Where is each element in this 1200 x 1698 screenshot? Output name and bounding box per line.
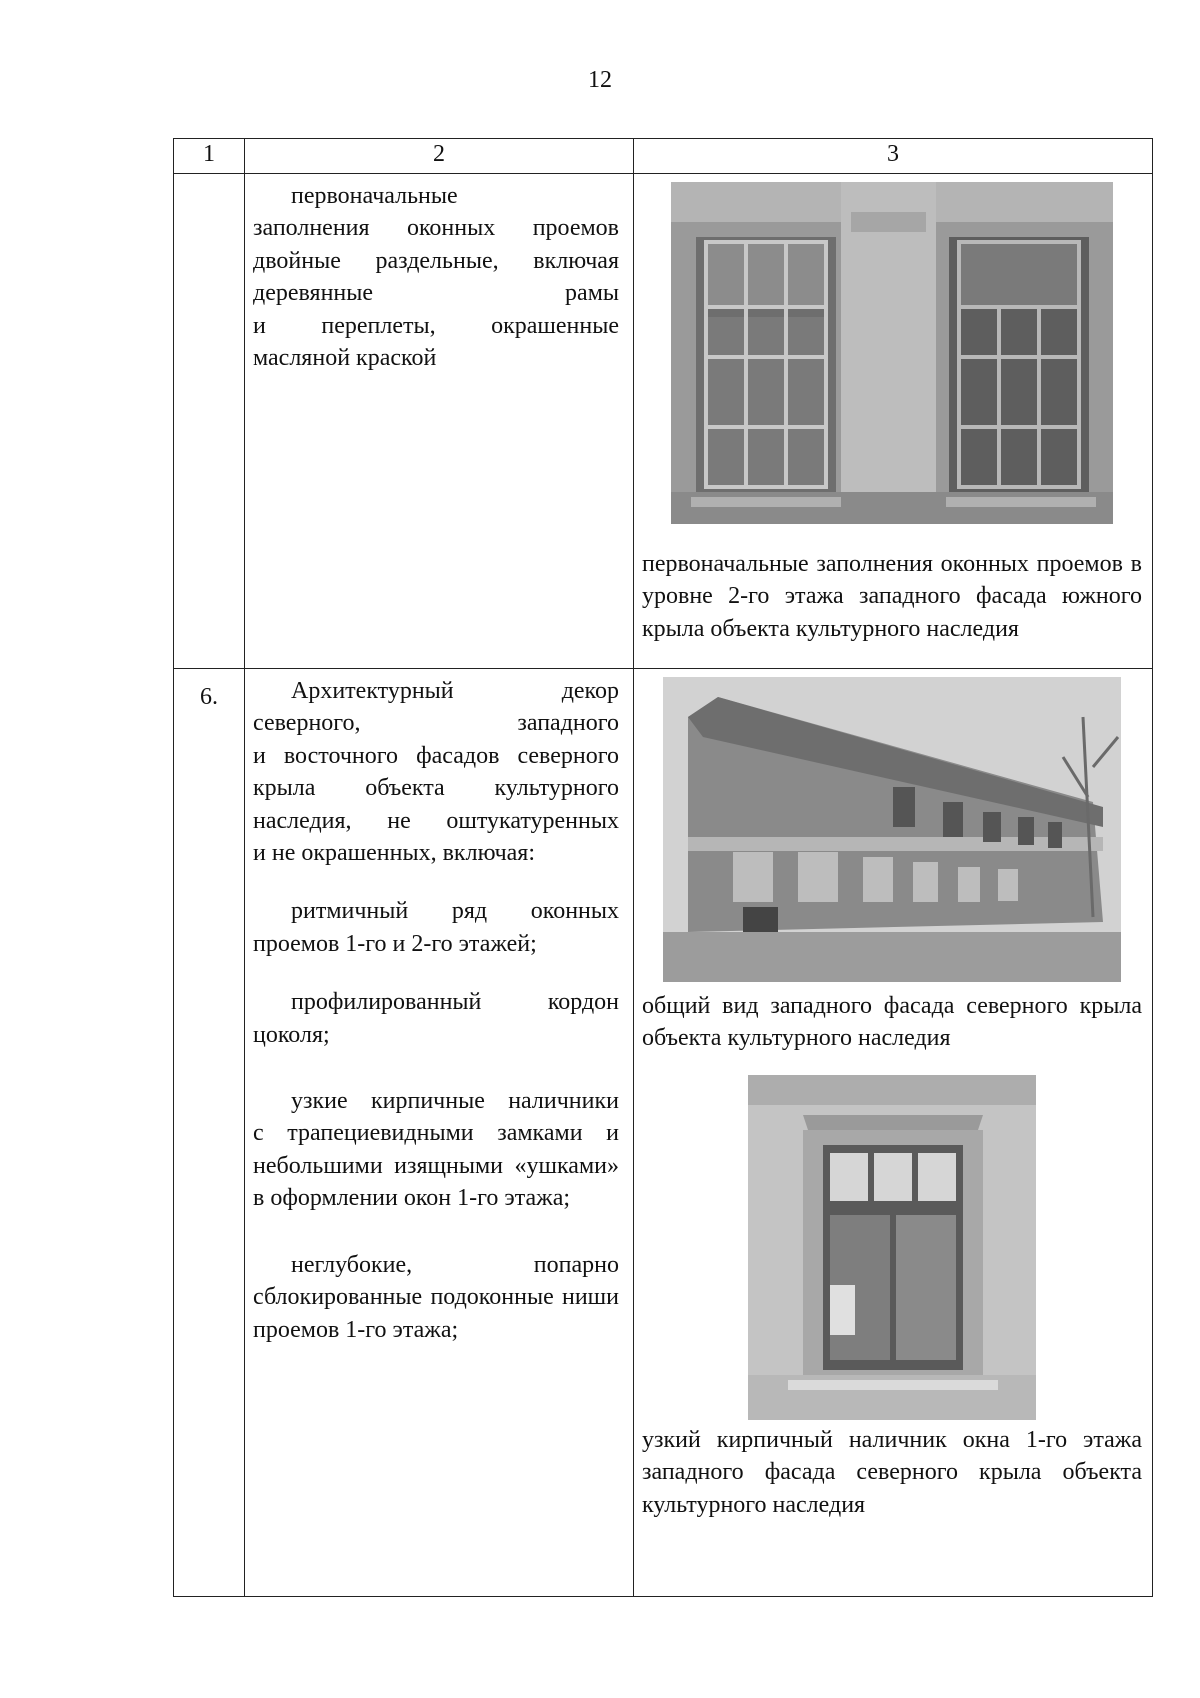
photo-caption: первоначальные заполнения оконных проемов в уровне 2-го этажа западного фасада южного крыла объекта культурного наследия [642,551,1142,642]
heritage-table [173,138,1153,1597]
description-line: заполнения оконных проемов двойные раздельные, включая деревянные рамы [253,215,619,307]
description-line: Архитектурный декор северного, западного [253,678,619,737]
list-item: ритмичный ряд оконных проемов 1-го и 2-го этажей; [253,898,619,957]
table-row [174,669,1153,1597]
page-number: 12 [588,67,612,93]
photo-window-fillings [671,182,1113,524]
list-item: неглубокие, попарно сблокированные подоконные ниши проемов 1-го этажа; [253,1251,619,1343]
photo-caption: общий вид западного фасада северного крыла объекта культурного наследия [642,993,1142,1052]
list-item: с трапециевидными замками и небольшими изящными «ушками» в оформлении окон 1-го этажа; [253,1120,619,1212]
header-col-1: 1 [174,139,245,174]
table-header-row [174,139,1153,174]
description-line: и восточного фасадов северного крыла объекта культурного наследия, не оштукатуренных [253,742,619,834]
photo-brick-window-trim [748,1075,1036,1420]
row-description [245,669,634,1597]
row-number [174,174,245,669]
list-item: профилированный кордон цоколя; [253,989,619,1048]
photo-north-wing-facade [663,677,1121,982]
description-line: и не окрашенных, включая: [253,840,536,867]
list-item: узкие кирпичные наличники [291,1088,619,1115]
row-photo-cell [634,174,1153,669]
header-col-2: 2 [245,139,634,174]
table-row [174,174,1153,669]
description-line: и переплеты, окрашенные масляной краской [253,312,619,372]
photo-caption: узкий кирпичный наличник окна 1-го этажа западного фасада северного крыла объекта культурного наследия [642,1426,1142,1518]
row-description [245,174,634,669]
row-photo-cell [634,669,1153,1597]
description-line: первоначальные [291,183,458,209]
header-col-3: 3 [634,139,1153,174]
row-number: 6. [174,669,245,1597]
